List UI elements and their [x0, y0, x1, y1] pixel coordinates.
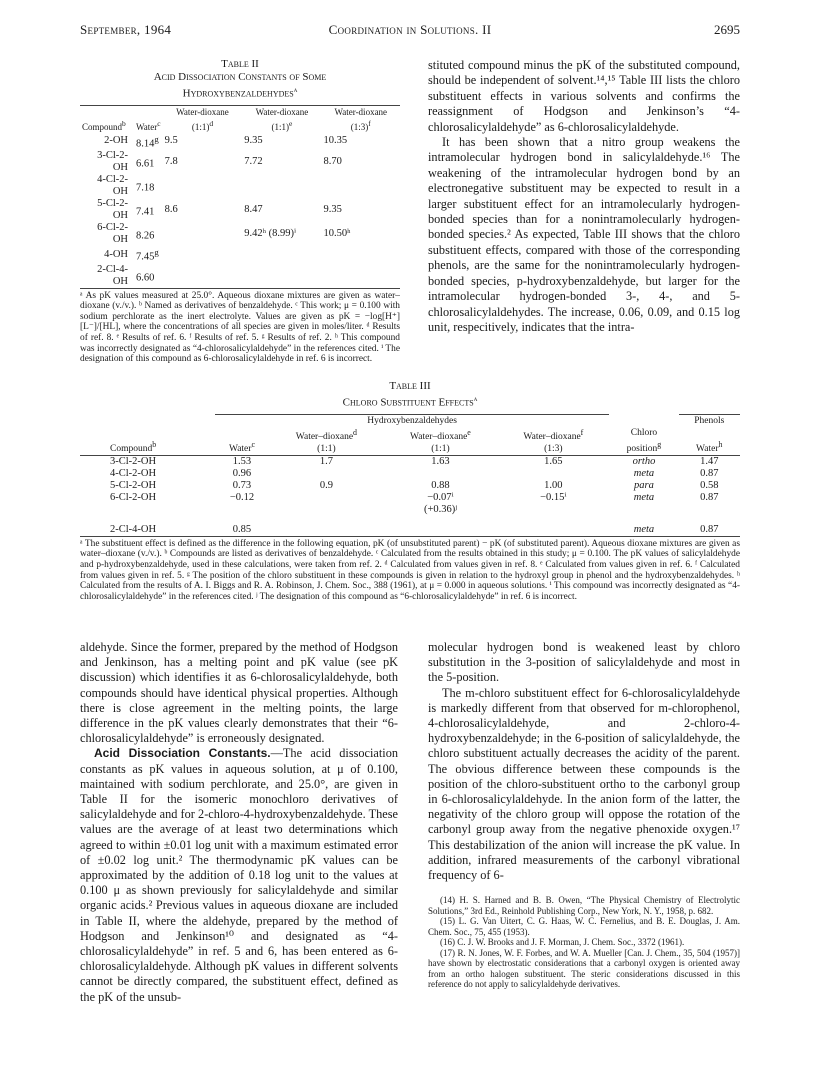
- wd3-cell: 8.70: [323, 156, 342, 168]
- table-row: [80, 504, 740, 516]
- table-row: [80, 468, 740, 480]
- table-iii-caption: Chloro Substituent Effects$^a$: [342, 395, 478, 409]
- wd3-cell: [497, 516, 609, 537]
- wd2-cell: 0.88: [431, 479, 450, 491]
- wd1-cell: 1.7: [319, 455, 333, 467]
- wd1-cell: 8.6: [164, 204, 178, 216]
- wd2-cell: 9.42ʰ (8.99)ⁱ: [244, 228, 297, 240]
- chloro-position-cell: meta: [633, 491, 655, 503]
- col-header-chloro-position: Chloro position$^g$: [609, 427, 678, 456]
- compound-cell: 4-OH: [104, 248, 129, 260]
- wd1-cell: 9.5: [164, 135, 178, 147]
- wd1-cell: [269, 468, 383, 480]
- wd3-cell: 10.50ʰ: [323, 228, 351, 240]
- wd2-cell: −0.07ⁱ: [427, 491, 454, 503]
- table-row: [80, 133, 400, 151]
- right-column-bottom: [428, 640, 740, 990]
- col-header-wd3: Water–dioxane$^f$ (1:3): [497, 427, 609, 456]
- reference-15: (15) L. G. Van Uitert, C. G. Haas, W. C. Fernelius, and B. E. Douglas, J. Am. Chem. Soc., 75, 455 (1953).: [428, 916, 740, 937]
- paragraph: molecular hydrogen bond is weakened least by chloro substitution in the 3-position of salicylaldehyde and most in the 5-position.: [428, 640, 740, 685]
- table-row: [80, 516, 740, 537]
- compound-cell: 3-Cl-2-OH: [110, 455, 157, 467]
- compound-cell: 2-Cl-4-OH: [80, 264, 134, 289]
- phenol-water-cell: 0.58: [700, 479, 719, 491]
- col-header-phenol-water: Water$^h$: [679, 427, 741, 456]
- water-cell: 7.41: [136, 206, 155, 218]
- compound-cell: 2-Cl-4-OH: [80, 516, 215, 537]
- wd2-cell: [242, 174, 321, 198]
- water-cell: 7.18: [136, 182, 155, 194]
- wd3-cell: [322, 246, 400, 264]
- reference-14: (14) H. S. Harned and B. B. Owen, “The Physical Chemistry of Electrolytic Solutions,” 3rd Ed., Reinhold Publishing Corp., New York, N. Y., 1958, p. 682.: [428, 895, 740, 916]
- right-column-top: [428, 58, 740, 335]
- wd2-cell: [384, 516, 498, 537]
- paragraph: The m-chloro substituent effect for 6-chlorosalicylaldehyde is markedly different from that observed for m-chlorophenol, 4-chlorosalicylaldehyde, and 2-chloro-4-hydroxybenzaldehyde; in the 6-position of salicylaldehyde, the chloro substituent actually decreases the acidity of the parent. The obvious difference between these compounds is the position of the chloro-substituent ortho to the carbonyl group in 6-chlorosalicylaldehyde. In the anion form of the latter, the negativity of the chloro group will oppose the rotation of the carbonyl group away from the negative phenoxide oxygen.¹⁷ This destabilization of the anion will increase the pK value. In addition, infrared measurements of the carbonyl vibrational frequency of 6-: [428, 685, 740, 883]
- col-header-compound: Compound$^b$: [80, 105, 134, 133]
- col-header-wd2: Water–dioxane$^e$ (1:1): [384, 427, 498, 456]
- wd1-cell: [269, 516, 383, 537]
- wd3-cell: 10.35: [323, 135, 348, 147]
- table-ii-grid: [80, 105, 400, 289]
- water-cell: 0.96: [232, 467, 252, 479]
- water-cell: 0.85: [215, 516, 269, 537]
- table-row: [80, 222, 400, 246]
- chloro-position-cell: para: [634, 479, 654, 491]
- table-row: [80, 174, 400, 198]
- section-heading: Acid Dissociation Constants.: [94, 746, 271, 761]
- wd2-cell: 8.47: [244, 204, 263, 216]
- compound-cell: 3-Cl-2-OH: [97, 150, 129, 174]
- header-date: September, 1964: [80, 22, 172, 37]
- wd1-cell: 0.9: [319, 479, 333, 491]
- wd3-cell: 1.65: [544, 455, 563, 467]
- chloro-position-cell: meta: [609, 516, 678, 537]
- references: [428, 895, 740, 990]
- col-header-wd2: Water-dioxane (1:1)$^e$: [242, 105, 321, 133]
- water-cell: 0.73: [232, 479, 252, 491]
- col-header-water: Water$^c$: [134, 105, 163, 133]
- group-header-hydroxybenzaldehydes: Hydroxybenzaldehydes: [215, 414, 610, 427]
- table-iii-grid: [80, 414, 740, 537]
- compound-cell: 5-Cl-2-OH: [110, 479, 157, 491]
- wd1-cell: [269, 492, 383, 504]
- col-header-water: Water$^c$: [215, 427, 269, 456]
- table-ii-caption-1: Acid Dissociation Constants of Some: [153, 71, 327, 83]
- page-number: 2695: [714, 22, 740, 37]
- table-row: [80, 480, 740, 492]
- paragraph: It has been shown that a nitro group weakens the intramolecular hydrogen bond in salicylaldehyde.¹⁶ The weakening of the intramolecular hydrogen bond by an electronegative substituent may be expected to result in a larger substituent effect for an intramolecularly hydrogen-bonded species than for a nonintramolecularly hydrogen-bonded species.² As expected, Table III shows that the chloro substituent effects, compared with those of the corresponding phenols, are the same for the nonintramolecularly hydrogen-bonded species, p-hydroxybenzaldehyde, but larger for the intramolecular hydrogen-bonded 3-, 4-, and 5-chlorosalicylaldehydes. The increase, 0.06, 0.09, and 0.15 log unit, respecitively, indicates that the intra-: [428, 135, 740, 334]
- compound-cell: 4-Cl-2-OH: [110, 467, 157, 479]
- wd2-cell: 1.63: [431, 455, 450, 467]
- phenol-water-cell: 0.87: [700, 491, 719, 503]
- compound-cell: 5-Cl-2-OH: [97, 198, 129, 222]
- water-cell: [215, 504, 269, 516]
- table-row: [80, 150, 400, 174]
- chloro-position-cell: [609, 504, 678, 516]
- col-header-wd1: Water–dioxane$^d$ (1:1): [269, 427, 383, 456]
- paragraph: aldehyde. Since the former, prepared by the method of Hodgson and Jenkinson, has a melting point and pK value (see pK discussion) which identifies it as 6-chlorosalicylaldehyde, both compounds should have identical physical properties. Although there is close agreement in the melting points, the large difference in the pK values clearly demonstrates that their “6-chlorosalicylaldehyde” is erroneously designated.: [80, 640, 398, 746]
- compound-cell: 2-OH: [104, 135, 129, 147]
- reference-16: (16) C. J. W. Brooks and J. F. Morman, J. Chem. Soc., 3372 (1961).: [440, 937, 685, 948]
- water-cell: 7.45$^g$: [136, 247, 159, 263]
- group-header-phenols: Phenols: [679, 414, 741, 427]
- table-ii: [80, 58, 400, 365]
- table-row: [80, 198, 400, 222]
- wd3-cell: −0.15ⁱ: [540, 491, 567, 503]
- water-cell: 8.26: [136, 230, 155, 242]
- wd1-cell: [163, 246, 243, 264]
- compound-cell: 6-Cl-2-OH: [97, 222, 129, 246]
- wd2-cell: [242, 264, 321, 289]
- compound-cell: 6-Cl-2-OH: [110, 491, 157, 503]
- wd3-cell: [322, 174, 400, 198]
- water-cell: −0.12: [229, 491, 255, 503]
- wd2-cell: 9.35: [244, 135, 263, 147]
- table-row: [80, 264, 400, 289]
- wd2-cell: [242, 246, 321, 264]
- wd3-cell: 9.35: [323, 204, 342, 216]
- header-title: Coordination in Solutions. II: [328, 22, 492, 37]
- col-header-wd1: Water-dioxane (1:1)$^d$: [163, 105, 243, 133]
- wd1-cell: 7.8: [164, 156, 178, 168]
- wd2-cell: 7.72: [244, 156, 263, 168]
- phenol-water-cell: 1.47: [700, 455, 719, 467]
- wd2-cell: (+0.36)ʲ: [423, 503, 457, 515]
- wd1-cell: [269, 504, 383, 516]
- table-ii-caption-2: Hydroxybenzaldehydes$^a$: [182, 86, 298, 100]
- paragraph: Acid Dissociation Constants.—The acid dissociation constants as pK values in aqueous solution, at μ of 0.100, maintained with sodium perchlorate, and 25.0°, are given in Table II for the isomeric monochloro derivatives of salicylaldehyde and for 2-chloro-4-hydroxybenzaldehyde. These values are the average of at least two determinations which agreed to within ±0.01 log unit with a maximum estimated error of ±0.02 log unit.² The thermodynamic pK values can be approximated by the addition of 0.18 log unit to the values at 0.100 μ as shown previously for salicylaldehyde and similar organic acids.² Previous values in aqueous dioxane are included in Table II, where the aldehyde, prepared by the method of Hodgson and Jenkinson¹⁰ and designated as “4-chlorosalicylaldehyde” in ref. 5 and 6, has been entered as 6-chlorosalicylaldehyde. Although pK values in different solvents cannot be directly compared, the substituent effect, defined as the pK of the unsub-: [80, 746, 399, 1004]
- col-header-compound: Compound$^b$: [80, 427, 215, 456]
- wd3-cell: [322, 264, 400, 289]
- left-column-bottom: [80, 640, 398, 1005]
- water-cell: 1.53: [232, 455, 252, 467]
- paragraph: stituted compound minus the pK of the substituted compound, should be independent of solvent.¹⁴,¹⁵ Table III lists the chloro substituent effects in various solvents and confirms the reassignment of Hodgson and Jenkinson’s “4-chlorosalicylaldehyde” as 6-chlorosalicylaldehyde.: [428, 58, 740, 134]
- phenol-water-cell: 0.87: [679, 516, 741, 537]
- table-row: [80, 492, 740, 504]
- col-header-wd3: Water-dioxane (1:3)$^f$: [322, 105, 400, 133]
- water-cell: 8.14$^g$: [136, 133, 159, 150]
- wd3-cell: 1.00: [544, 479, 563, 491]
- wd1-cell: [163, 174, 243, 198]
- wd2-cell: [384, 468, 498, 480]
- phenol-water-cell: [679, 504, 741, 516]
- phenol-water-cell: 0.87: [700, 467, 719, 479]
- table-row: [80, 246, 400, 264]
- wd1-cell: [163, 264, 243, 289]
- table-row: [80, 455, 740, 468]
- reference-17: (17) R. N. Jones, W. F. Forbes, and W. A. Mueller [Can. J. Chem., 35, 504 (1957)] have shown by electrostatic considerations that a carbonyl oxygen is oriented away from an ortho halogen substituent. The steric considerations discussed in this reference do not apply to salicylaldehyde derivatives.: [428, 947, 740, 990]
- compound-cell: [80, 504, 215, 516]
- table-iii: [80, 380, 740, 602]
- table-ii-title: Table II: [221, 58, 259, 70]
- table-iii-title: Table III: [389, 380, 431, 392]
- chloro-position-cell: ortho: [632, 455, 656, 467]
- water-cell: 6.60: [134, 264, 163, 289]
- table-iii-footnotes: ᵃ The substituent effect is defined as the difference in the following equation, pK (of unsubstituted parent) − pK (of substituted parent). Aqueous dioxane mixtures are given as water–dioxane (v./v.). ᵇ Compounds are listed as derivatives of benzaldehyde. ᶜ Calculated from the results obtained in this study; μ = 0.100. The pK values of salicylaldehyde and p-hydroxybenzaldehyde, used in these calculations, were taken from ref. 2. ᵈ Calculated from values given in ref. 8. ᵉ Calculated from values given in ref. 6. ᶠ Calculated from values given in ref. 5. ᵍ The position of the chloro substituent in these compounds is given in relation to the hydroxyl group in phenol and the hydroxybenzaldehydes. ʰ Calculated from the results of A. I. Biggs and R. A. Robinson, J. Chem. Soc., 388 (1961), at μ = 0.000 in aqueous solutions. ⁱ This compound was incorrectly designated as “4-chlorosalicylaldehyde” in the references cited. ʲ The designation of this compound as “6-chlorosalicylaldehyde” in ref. 6 is incorrect.: [80, 538, 740, 602]
- wd1-cell: [163, 222, 243, 246]
- compound-cell: 4-Cl-2-OH: [97, 174, 129, 198]
- water-cell: 6.61: [136, 158, 155, 170]
- wd3-cell: [497, 504, 609, 516]
- wd3-cell: [497, 468, 609, 480]
- table-ii-footnotes: ᵃ As pK values measured at 25.0°. Aqueous dioxane mixtures are given as water–dioxane (v./v.). ᵇ Named as derivatives of benzaldehyde. ᶜ This work; μ = 0.100 with sodium perchlorate as the inert electrolyte. Values are given as pK = −log[H⁺][L⁻]/[HL], where the concentrations of all species are given in moles/liter. ᵈ Results of ref. 8. ᵉ Results of ref. 6. ᶠ Results of ref. 5. ᵍ Results of ref. 2. ʰ This compound was incorrectly designated as “4-chlorosalicylaldehyde” in the references cited. ⁱ The designation of this compound as 6-chlorosalicylaldehyde in ref. 6 is incorrect.: [80, 290, 400, 365]
- chloro-position-cell: meta: [633, 467, 655, 479]
- running-header: [80, 22, 740, 38]
